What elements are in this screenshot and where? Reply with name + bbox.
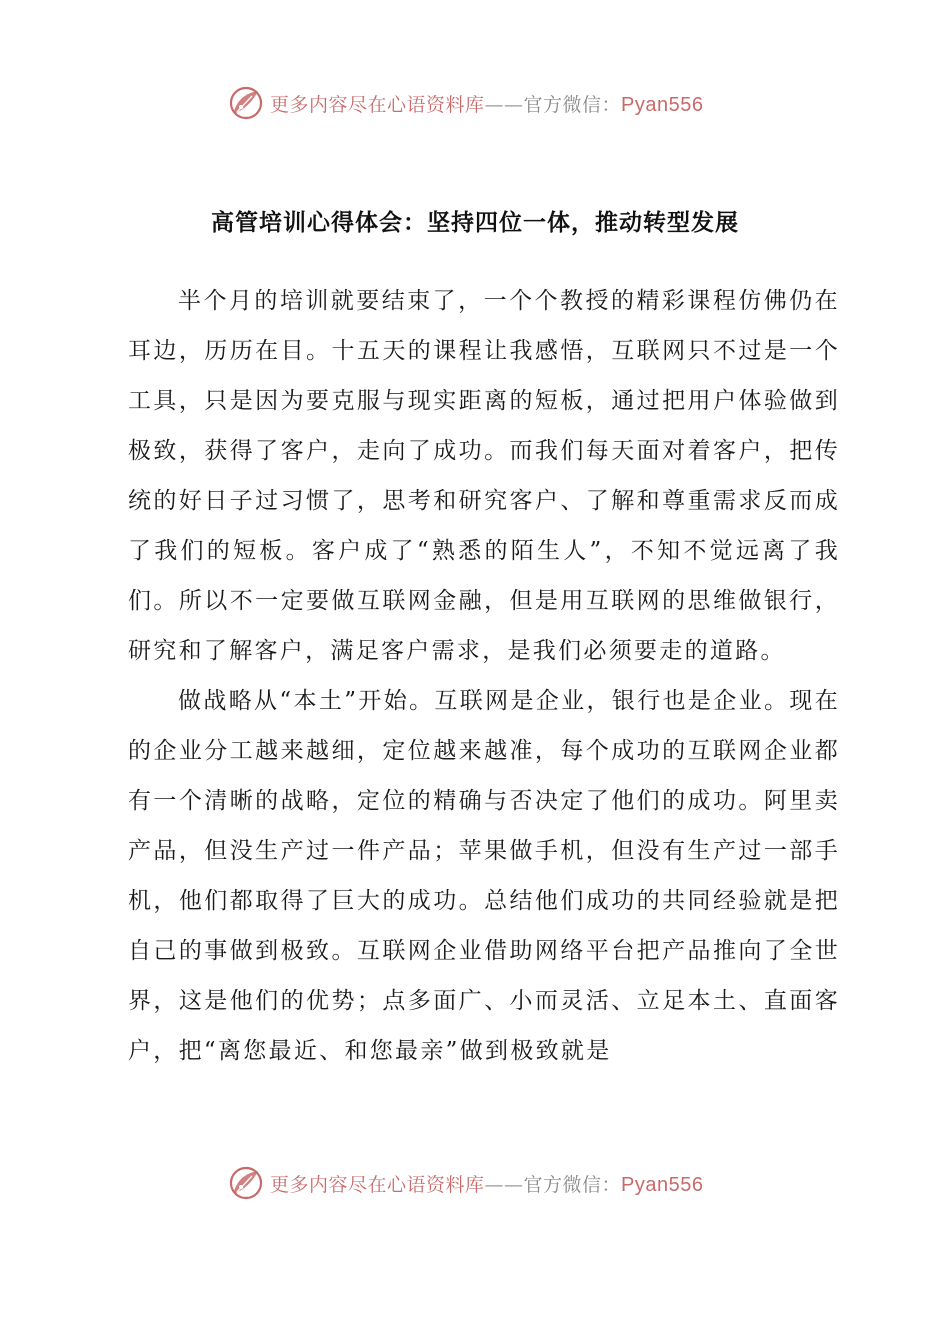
banner-dash: —— (484, 1173, 524, 1196)
banner-wechat-label: 官方微信： (523, 93, 622, 116)
banner-site-name: 更多内容尽在心语资料库 (270, 93, 485, 116)
document-title: 高管培训心得体会：坚持四位一体，推动转型发展 (211, 210, 739, 236)
banner-site-name: 更多内容尽在心语资料库 (270, 1173, 485, 1196)
footer-banner-text (270, 1170, 704, 1197)
pen-nib-logo-icon (228, 1165, 264, 1201)
banner-dash: —— (484, 93, 524, 116)
paragraph-1: 半个月的培训就要结束了，一个个教授的精彩课程仿佛仍在耳边，历历在目。十五天的课程让我感悟，互联网只不过是一个工具，只是因为要克服与现实距离的短板，通过把用户体验做到极致，获得了客户，走向了成功。而我们每天面对着客户，把传统的好日子过习惯了，思考和研究客户、了解和尊重需求反而成了我们的短板。客户成了“熟悉的陌生人”，不知不觉远离了我们。所以不一定要做互联网金融，但是用互联网的思维做银行，研究和了解客户，满足客户需求，是我们必须要走的道路。 (128, 288, 840, 664)
banner-wechat-label: 官方微信： (523, 1173, 622, 1196)
footer-banner (228, 1163, 748, 1203)
pen-nib-logo-icon (228, 85, 264, 121)
banner-wechat-id: Pyan556 (621, 1173, 704, 1196)
header-banner (228, 83, 748, 123)
banner-wechat-id: Pyan556 (621, 93, 704, 116)
document-body (128, 276, 840, 1076)
paragraph-2: 做战略从“本土”开始。互联网是企业，银行也是企业。现在的企业分工越来越细，定位越来越准，每个成功的互联网企业都有一个清晰的战略，定位的精确与否决定了他们的成功。阿里卖产品，但没生产过一件产品；苹果做手机，但没有生产过一部手机，他们都取得了巨大的成功。总结他们成功的共同经验就是把自己的事做到极致。互联网企业借助网络平台把产品推向了全世界，这是他们的优势；点多面广、小而灵活、立足本土、直面客户，把“离您最近、和您最亲”做到极致就是 (128, 688, 840, 1064)
header-banner-text (270, 90, 704, 117)
